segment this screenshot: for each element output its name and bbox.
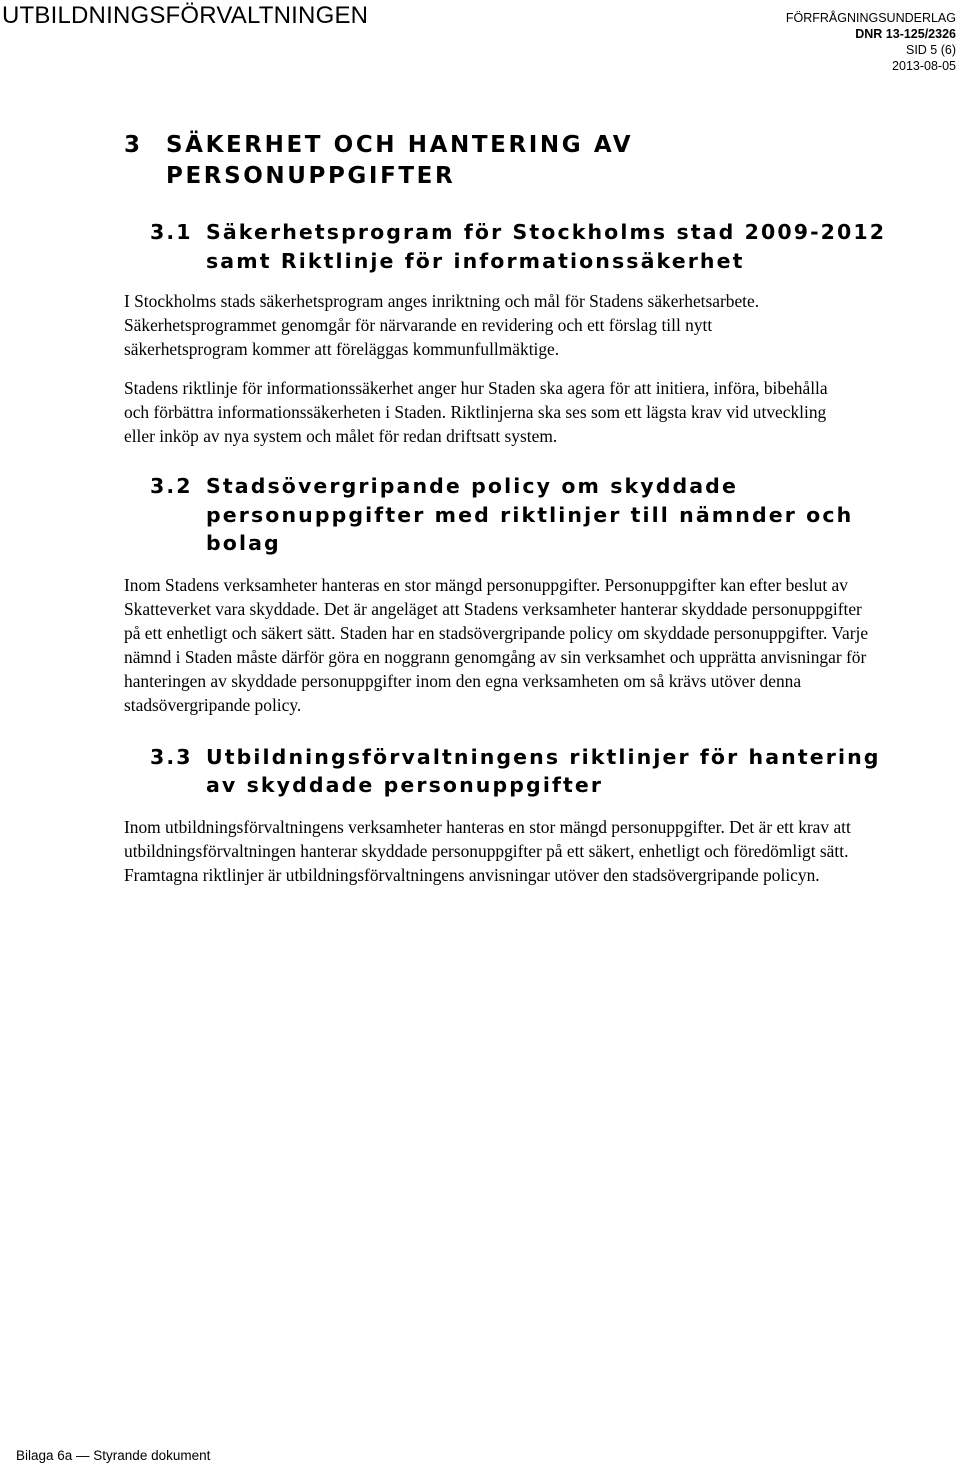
- section-3-3-title: Utbildningsförvaltningens riktlinjer för hantering av skyddade personuppgifter: [206, 744, 881, 797]
- document-date: 2013-08-05: [892, 59, 956, 73]
- org-title: UTBILDNINGSFÖRVALTNINGEN: [2, 2, 369, 29]
- section-3-heading: [124, 130, 724, 192]
- section-3-3-paragraph-1: Inom utbildningsförvaltningens verksamheter hanteras en stor mängd personuppgifter. Det är ett krav att utbildningsförvaltningen hanterar skyddade personuppgifter på ett säkert, enhetligt och föredömligt sätt. Framtagna riktlinjer är utbildningsförvaltningens anvisningar utöver den stadsövergripande policyn.: [124, 816, 851, 885]
- section-3-3-number: 3.3: [150, 744, 193, 769]
- section-3-3-heading: [124, 743, 886, 800]
- section-3-1-paragraph-1: I Stockholms stads säkerhetsprogram anges inriktning och mål för Stadens säkerhetsarbete. Säkerhetsprogrammet genomgår för närvarande en revidering och ett förslag till nytt säkerhetsprogram kommer att föreläggas kommunfullmäktige.: [124, 291, 760, 359]
- dnr-number: DNR 13-125/2326: [855, 27, 956, 41]
- section-3-2-title: Stadsövergripande policy om skyddade personuppgifter med riktlinjer till nämnder och bolag: [206, 474, 854, 555]
- doc-type: FÖRFRÅGNINGSUNDERLAG: [785, 11, 956, 25]
- page-number: SID 5 (6): [905, 43, 956, 57]
- section-3-1-heading: [124, 218, 906, 275]
- section-3-1-title: Säkerhetsprogram för Stockholms stad 2009-2012 samt Riktlinje för informationssäkerhet: [206, 220, 887, 273]
- section-3-2-number: 3.2: [150, 474, 193, 498]
- section-3-2-paragraph-1: Inom Stadens verksamheter hanteras en stor mängd personuppgifter. Personuppgifter kan efter beslut av Skatteverket vara skyddade. Det är angeläget att Stadens verksamheter hanterar skyddade personuppgifter på ett enhetligt och säkert sätt. Staden har en stadsövergripande policy om skyddade personuppgifter. Varje nämnd i Staden måste därför göra en noggrann genomgång av sin verksamhet och upprätta anvisningar för hanteringen av skyddade personuppgifter inom den egna verksamheten om så krävs utöver denna stadsövergripande policy.: [124, 574, 869, 715]
- section-3-title: SÄKERHET OCH HANTERING AV PERSONUPPGIFTER: [166, 132, 634, 189]
- section-3-1-number: 3.1: [150, 220, 193, 244]
- page-body: [124, 130, 887, 887]
- section-3-2-heading: [124, 472, 886, 558]
- document-meta: [786, 10, 956, 74]
- section-3-number: 3: [124, 132, 143, 158]
- section-3-1-paragraph-2: Stadens riktlinje för informationssäkerhet anger hur Staden ska agera för att initiera, införa, bibehålla och förbättra informationssäkerheten i Staden. Riktlinjerna ska ses som ett lägsta krav vid utveckling eller inköp av nya system och målet för redan driftsatt system.: [124, 378, 828, 446]
- footer-text: Bilaga 6a — Styrande dokument: [16, 1448, 211, 1463]
